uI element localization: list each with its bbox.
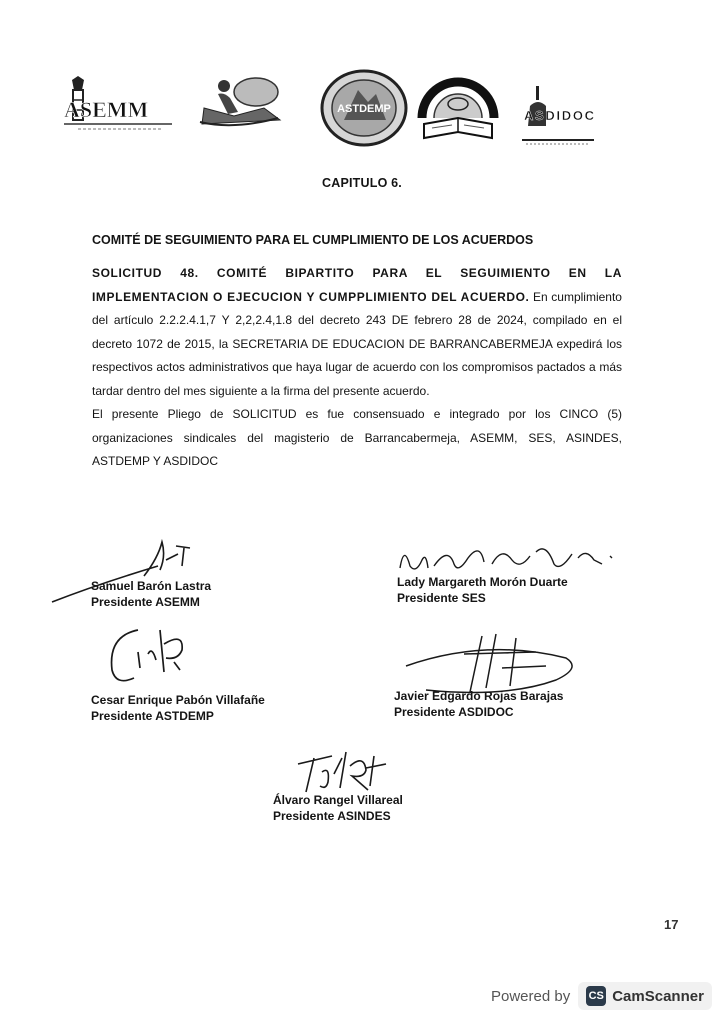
signature-block-samuel xyxy=(91,578,211,610)
request-paragraph-1: En cumplimiento del artículo 2.2.2.4.1,7 Y 2,2,2.4,1.8 del decreto 243 DE febrero 28 de 2024, compilado en el decreto 1072 de 2015, la SECRETARIA DE EDUCACION DE BARRANCABERMEJA expedirá los respectivos actos administrativos que haya lugar de acuerdo con los compromisos pactados a más tardar dentro del mes siguiente a la firma del presente acuerdo. xyxy=(92,289,622,398)
signer-name: Javier Edgardo Rojas Barajas xyxy=(394,689,564,703)
request-paragraph-2: El presente Pliego de SOLICITUD es fue consensuado e integrado por los CINCO (5) organizaciones sindicales del magisterio de Barrancabermeja, ASEMM, SES, ASINDES, ASTDEMP Y ASDIDOC xyxy=(92,407,622,468)
signature-block-javier xyxy=(394,688,563,720)
asdidoc-logo xyxy=(520,76,600,148)
signer-name: Samuel Barón Lastra xyxy=(91,579,212,593)
astdemp-seal xyxy=(318,68,410,148)
signer-role: Presidente ASTDEMP xyxy=(91,709,214,723)
signer-role: Presidente SES xyxy=(397,591,486,605)
signer-name: Lady Margareth Morón Duarte xyxy=(397,575,568,589)
signature-block-cesar xyxy=(91,692,265,724)
signer-name: Cesar Enrique Pabón Villafañe xyxy=(91,693,265,707)
signer-role: Presidente ASINDES xyxy=(273,809,391,823)
signer-name: Álvaro Rangel Villareal xyxy=(273,793,403,807)
page-number: 17 xyxy=(664,917,679,932)
signer-role: Presidente ASEMM xyxy=(91,595,200,609)
signature-cesar-scribble xyxy=(104,620,204,690)
asemm-logo xyxy=(58,72,178,136)
camscanner-badge xyxy=(578,982,712,1010)
ses-logo xyxy=(194,72,286,132)
camscanner-name: CamScanner xyxy=(612,987,704,1005)
signature-block-lady xyxy=(397,574,568,606)
chapter-title: CAPITULO 6. xyxy=(322,176,402,190)
signer-role: Presidente ASDIDOC xyxy=(394,705,514,719)
camscanner-icon: CS xyxy=(586,986,606,1006)
request-bold-intro: SOLICITUD 48. COMITÉ BIPARTITO PARA EL SEGUIMIENTO EN LA IMPLEMENTACION O EJECUCION Y CUMPPLIMIENTO DEL ACUERDO. xyxy=(92,266,622,304)
signature-alvaro-scribble xyxy=(294,748,394,796)
scanner-watermark xyxy=(491,980,712,1012)
asdidoc-logo-text: ASDIDOC xyxy=(524,108,594,123)
signature-block-alvaro xyxy=(273,792,403,824)
book-emblem-logo xyxy=(416,74,500,144)
section-heading: COMITÉ DE SEGUIMIENTO PARA EL CUMPLIMIENTO DE LOS ACUERDOS xyxy=(92,233,534,247)
request-body xyxy=(92,262,622,474)
powered-by-label: Powered by xyxy=(491,987,571,1005)
logos-row xyxy=(52,66,612,158)
asemm-logo-text: ASEMM xyxy=(64,97,149,122)
astdemp-seal-text: ASTDEMP xyxy=(337,103,391,115)
